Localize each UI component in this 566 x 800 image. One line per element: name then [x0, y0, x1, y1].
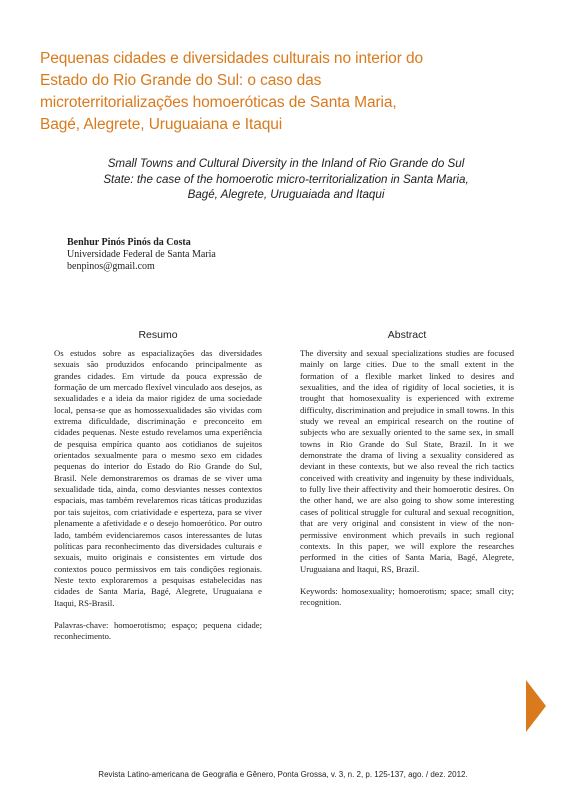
abstract-text: The diversity and sexual specializations studies are focused mainly on large cities. Due to the small extent in the formation of a flexible market linked to desires and sexualities, and the idea of rigidity of local societies, it is trought that homosexuality is experienced with extreme difficulty, discrimination and prejudice in small towns. In this study we reveal an empirical research on the routine of subjects who are sexually oriented to the same sex, in small towns in Rio Grande do Sul State, Brazil. In it we demonstrate the drama of living a sexuality considered as deviant in these contexts, but we also reveal the rich tactics conceived with creativity and ingenuity by these individuals, to fully live their affectivity and their homoerotic desires. On the other hand, we are also going to show some interesting cases of political struggle for cultural and sexual recognition, that are very original and consistent in view of the non-permissive environment which prevails in such regional contexts. In this paper, we will explore the researches performed in the cities of Santa Maria, Bagé, Alegrete, Uruguaiana and Itaqui, RS, Brazil.: [300, 348, 514, 574]
title-line: Pequenas cidades e diversidades culturais no interior do: [40, 50, 423, 67]
subtitle-line: Bagé, Alegrete, Uruguaiada and Itaqui: [187, 188, 385, 201]
journal-footer: Revista Latino-americana de Geografia e Gênero, Ponta Grossa, v. 3, n. 2, p. 125-137, ago. / dez. 2012.: [98, 770, 468, 779]
author-name: Benhur Pinós Pinós da Costa: [67, 237, 191, 248]
resumo-keywords: Palavras-chave: homoerotismo; espaço; pequena cidade; reconhecimento.: [54, 619, 262, 642]
english-title: [86, 156, 486, 203]
author-affiliation: Universidade Federal de Santa Maria: [67, 249, 216, 260]
author-block: [67, 237, 216, 273]
subtitle-line: Small Towns and Cultural Diversity in the Inland of Rio Grande do Sul: [107, 157, 465, 170]
resumo-column: [54, 348, 262, 643]
subtitle-line: State: the case of the homoerotic micro-territorialization in Santa Maria,: [103, 172, 469, 186]
resumo-text: Os estudos sobre as espacializações das diversidades sexuais são produzidos enfocando principalmente as grandes cidades. Em virtude da pouca expressão de formação de um mercado flexível vinculado aos desejos, as sexualidades e a ideia da maior rigidez de uma sociedade local, pensa-se que as homossexualidades são vividas com extrema dificuldade, discriminação e preconceito em cidades pequenas. Neste estudo revelamos uma experiência de pesquisa empírica quanto aos cotidianos de sujeitos orientados sexualmente para o mesmo sexo em cidades pequenas do interior do Estado do Rio Grande do Sul, Brasil. Nele demonstraremos os dramas de se viver uma sexualidade tida, ainda, como desviantes nesses contextos espaciais, mas também revelaremos ricas táticas produzidas por tais sujeitos, com criatividade e esperteza, para se viver plenamente a afetividade e o desejo homoerótico. Por outro lado, também evidenciaremos casos interessantes de lutas políticas para reconhecimento das diversidades culturais e sexuais, muito originais e consistentes em virtude dos contextos pouco permissivos em tais condições regionais. Neste texto exploraremos a pesquisas estabelecidas nas cidades de Santa Maria, Bagé, Alegrete, Uruguaiana e Itaqui, RS-Brasil.: [54, 348, 262, 608]
abstract-heading: Abstract: [387, 329, 427, 341]
resumo-heading: Resumo: [138, 329, 178, 341]
title-line: Estado do Rio Grande do Sul: o caso das: [40, 72, 322, 89]
article-title: [40, 48, 530, 136]
author-email: benpinos@gmail.com: [67, 261, 155, 272]
abstract-keywords: Keywords: homosexuality; homoerotism; space; small city; recognition.: [300, 585, 514, 608]
abstract-column: [300, 348, 514, 609]
arrow-right-icon: [526, 680, 546, 732]
title-line: microterritorializações homoeróticas de Santa Maria,: [40, 94, 397, 111]
title-line: Bagé, Alegrete, Uruguaiana e Itaqui: [40, 116, 283, 133]
